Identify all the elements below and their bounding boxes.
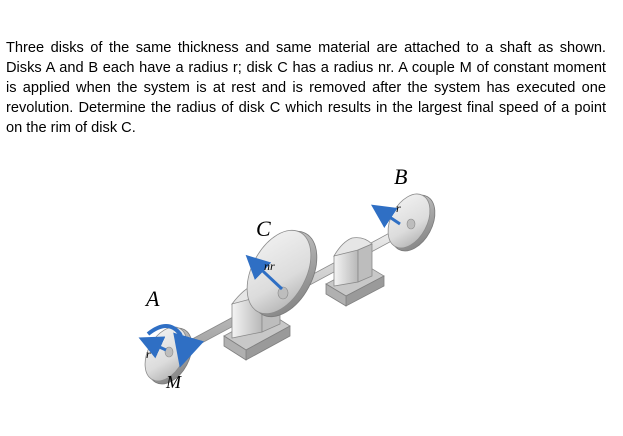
label-a: A (146, 286, 160, 311)
radius-label-c: nr (264, 259, 275, 273)
label-c: C (256, 216, 271, 241)
label-b: B (394, 164, 408, 189)
label-m: M (166, 372, 181, 392)
radius-label-b: r (396, 201, 401, 215)
disk-b (379, 187, 443, 258)
problem-statement: Three disks of the same thickness and same material are attached to a shaft as shown. Disks A and B each have a radius r; disk C has a radius nr. A couple M of constant moment is applied when the system is at rest and is removed after the system has executed one revolution. Determine the radius of disk C which results in the largest final speed of a point on the rim of disk C. (6, 40, 606, 136)
radius-label-a: r (146, 347, 151, 361)
